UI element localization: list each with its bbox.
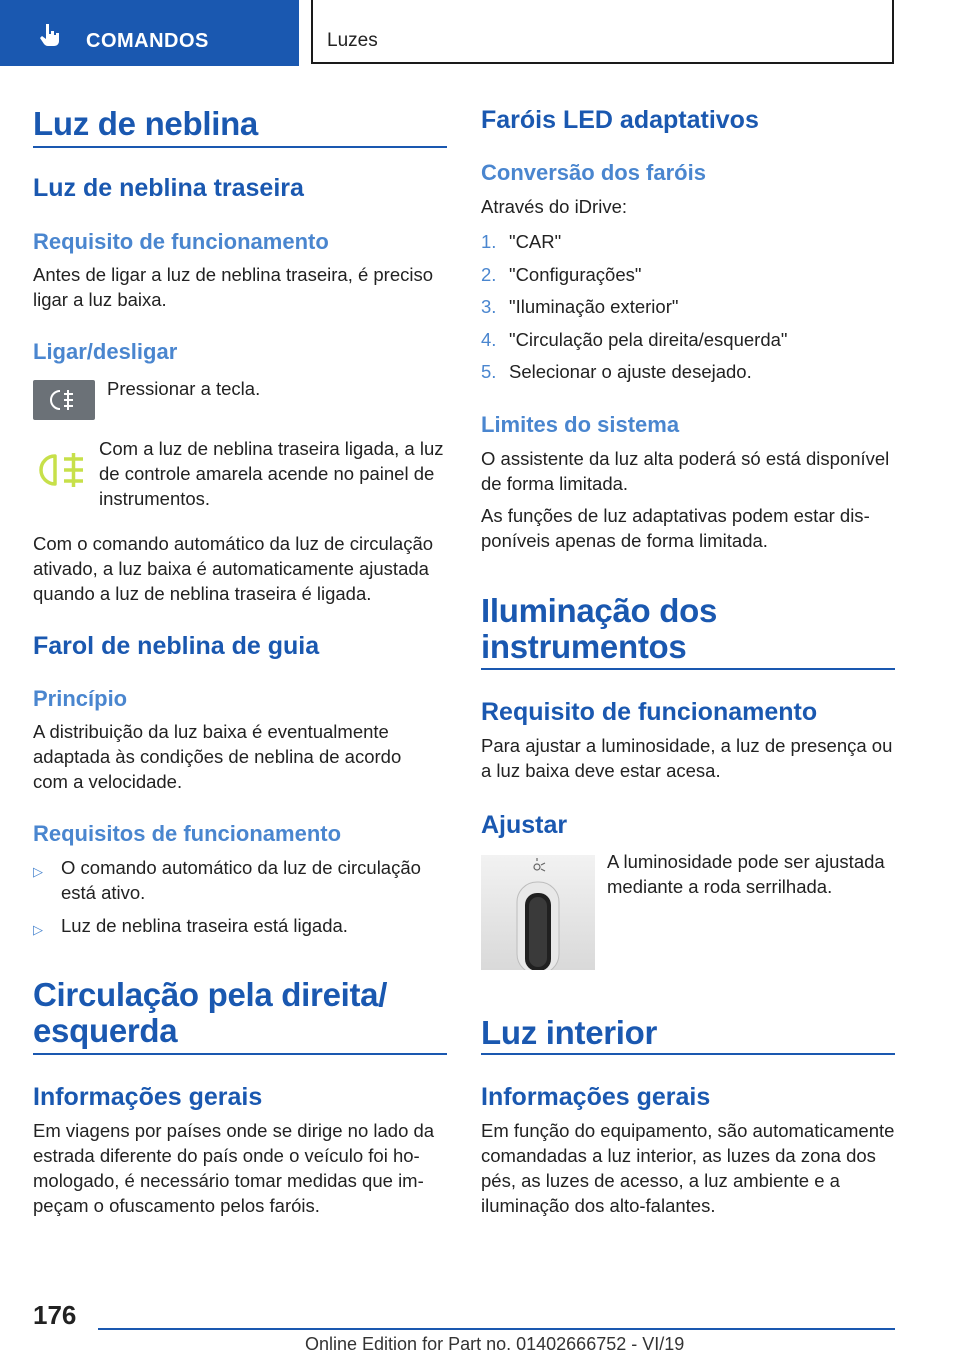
text-limits-1: O assistente da luz alta poderá só está disponível de forma limitada.	[481, 448, 890, 494]
list-item: ▷ O comando automático da luz de circulação está ativo.	[33, 857, 421, 903]
breadcrumb-label: Luzes	[327, 30, 378, 51]
text-indicator: Com a luz de neblina traseira ligada, a luz de controle amarela acende no painel de instrumentos.	[99, 438, 444, 509]
list-item: ▷ Luz de neblina traseira está ligada.	[33, 913, 447, 938]
section-title: COMANDOS	[86, 30, 209, 52]
heading-guide-fog: Farol de neblina de guia	[33, 632, 320, 660]
text-press-button: Pressionar a tecla.	[107, 378, 261, 399]
list-item: 2. "Configurações"	[481, 263, 642, 285]
dimmer-wheel-photo	[481, 855, 595, 970]
heading-rule	[33, 146, 447, 148]
heading-requirements: Requisitos de funcionamento	[33, 821, 342, 846]
rear-fog-button-icon	[33, 380, 95, 420]
heading-fog-light: Luz de neblina	[33, 105, 258, 142]
breadcrumb	[311, 0, 894, 64]
text-auto-light: Com o comando automático da luz de circulação ativado, a luz baixa é automaticamente ajustada quando a luz de neblina traseira é ligada.	[33, 533, 434, 604]
heading-rule	[481, 1053, 895, 1055]
text-via-idrive: Através do iDrive:	[481, 196, 627, 217]
heading-requirement: Requisito de funcionamento	[33, 229, 329, 254]
heading-general-info: Informações gerais	[481, 1083, 711, 1111]
text-principle: A distribuição da luz baixa é eventualmente adaptada às condições de neblina de acordo com a velocidade.	[33, 721, 402, 792]
text-limits-2: As funções de luz adaptativas podem estar disponíveis apenas de forma limitada.	[481, 505, 870, 551]
section-tab	[0, 0, 299, 66]
heading-adjust: Ajustar	[481, 811, 568, 839]
heading-conversion: Conversão dos faróis	[481, 160, 706, 185]
idrive-steps	[481, 226, 895, 389]
text-general-info: Em viagens por países onde se dirige no lado da estrada diferente do país onde o veículo foi homologado, é necessário tomar medidas que impeçam o ofuscamento pelos faróis.	[33, 1120, 435, 1216]
list-item: 1. "CAR"	[481, 231, 562, 252]
text-general-info: Em função do equipamento, são automaticamente comandadas a luz interior, as luzes da zona dos pés, as luzes de acesso, a luz ambiente e a iluminação dos alto-falantes.	[481, 1120, 895, 1216]
heading-toggle: Ligar/desligar	[33, 339, 178, 364]
heading-requirement: Requisito de funcionamento	[481, 698, 818, 726]
rear-fog-indicator-icon	[35, 450, 89, 490]
pointing-hand-icon	[38, 22, 64, 48]
heading-rule	[33, 1053, 447, 1055]
heading-rule	[481, 668, 895, 670]
list-item: 5. Selecionar o ajuste desejado.	[481, 361, 752, 382]
list-item: 4. "Circulação pela direita/esquerda"	[481, 328, 788, 350]
triangle-bullet-icon: ▷	[33, 864, 43, 879]
list-item: 3. "Iluminação exterior"	[481, 296, 679, 317]
footer-rule	[98, 1328, 895, 1330]
heading-principle: Princípio	[33, 686, 128, 711]
text-requirement: Para ajustar a luminosidade, a luz de presença ou a luz baixa deve estar acesa.	[481, 735, 893, 781]
heading-rear-fog: Luz de neblina traseira	[33, 174, 304, 202]
text-adjust: A luminosidade pode ser ajustada mediante a roda serrilhada.	[607, 851, 885, 897]
heading-instrument-lighting: Iluminação dos instrumentos	[481, 592, 718, 665]
requirements-list	[33, 855, 447, 946]
heading-adaptive-led: Faróis LED adaptativos	[481, 106, 759, 134]
edition-note: Online Edition for Part no. 01402666752 - VI/19	[305, 1334, 685, 1354]
heading-drive-side: Circulação pela direita/ esquerda	[33, 976, 388, 1049]
text-requirement: Antes de ligar a luz de neblina traseira, é preciso ligar a luz baixa.	[33, 264, 434, 310]
heading-interior-light: Luz interior	[481, 1014, 658, 1051]
heading-system-limits: Limites do sistema	[481, 412, 680, 437]
triangle-bullet-icon: ▷	[33, 922, 43, 937]
page-number: 176	[33, 1300, 77, 1330]
heading-general-info: Informações gerais	[33, 1083, 263, 1111]
